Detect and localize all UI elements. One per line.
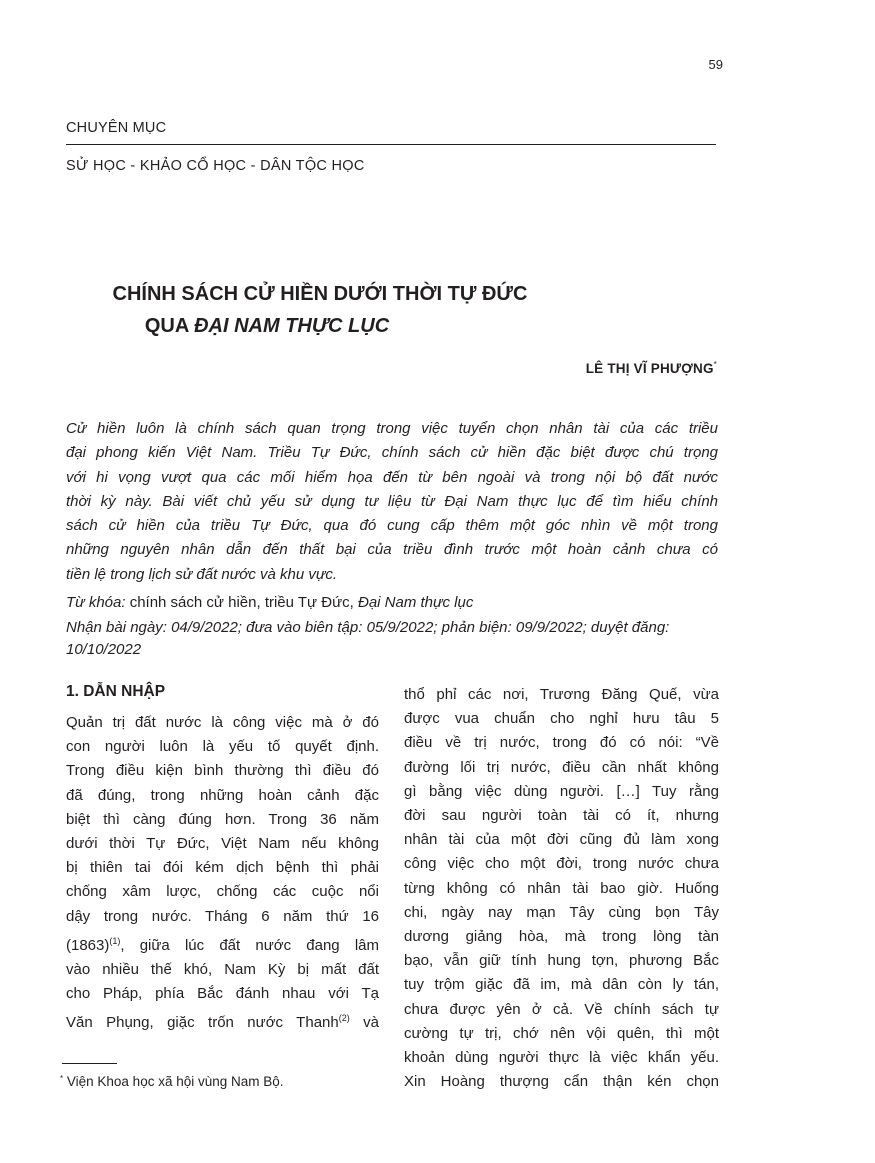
abstract-line: Cử hiền luôn là chính sách quan trọng trong việc tuyển chọn nhân tài của các triều (66, 420, 718, 437)
body-line: Xin Hoàng thượng cẩn thận kén chọn (404, 1073, 719, 1091)
footnote (60, 1074, 284, 1089)
body-line: chi, ngày nay mạn Tây cùng bọn Tây (404, 903, 719, 921)
keywords-label: Từ khóa: (66, 594, 126, 611)
footnote-ref-2[interactable]: (2) (338, 1013, 350, 1024)
abstract-line: những nguyên nhân dẫn đến thất bại của triều đình trước một hoàn cảnh chưa có (66, 541, 718, 559)
body-line: biệt thì càng đúng hơn. Trong 36 năm (66, 810, 379, 828)
keywords-text: chính sách cử hiền, triều Tự Đức, (125, 594, 358, 611)
body-line: thổ phỉ các nơi, Trương Đăng Quế, vừa (404, 686, 719, 703)
body-line: chưa được yên ở cả. Về chính sách tự (404, 1000, 719, 1018)
body-line: dậy trong nước. Tháng 6 năm thứ 16 (66, 907, 379, 925)
body-line: cường tự trị, chớ nên vội quên, thì một (404, 1024, 719, 1042)
title-line-2 (66, 310, 716, 342)
body-right-column (404, 683, 719, 1094)
abstract-line: thời kỳ này. Bài viết chủ yếu sử dụng tư liệu từ Đại Nam thực lục để tìm hiểu chính (66, 492, 718, 510)
title-prefix: QUA (144, 315, 195, 337)
abstract-line: đại phong kiến Việt Nam. Triều Tự Đức, chính sách cử hiền đặc biệt được chú trọng (66, 444, 718, 462)
body-line: tuy trộm giặc đã im, mà dân còn ly tán, (404, 976, 719, 994)
article-title (66, 278, 716, 342)
body-line: chống xâm lược, chống các cuộc nổi (66, 883, 379, 901)
body-line: cho Pháp, phía Bắc đánh nhau với Tạ (66, 985, 379, 1003)
body-line: đời sau người toàn tài có ít, nhưng (404, 807, 719, 825)
title-line-1: CHÍNH SÁCH CỬ HIỀN DƯỚI THỜI TỰ ĐỨC (112, 283, 528, 305)
abstract (66, 417, 718, 587)
body-line: dương giảng hòa, mà trong lòng tàn (404, 928, 719, 946)
body-line: khoản dùng người thực là việc khẩn yếu. (404, 1049, 719, 1067)
body-line: bạo, vẫn giữ tính hung tợn, phương Bắc (404, 952, 719, 970)
footnote-divider (62, 1063, 117, 1064)
section-divider (66, 144, 716, 145)
author-footnote-mark: * (713, 360, 717, 369)
body-line: bị thiên tai đói kém dịch bệnh thì phải (66, 859, 379, 877)
body-line: Quản trị đất nước là công việc mà ở đó (66, 714, 379, 731)
page-number: 59 (708, 57, 723, 72)
body-line: được vua chuẩn cho nghỉ hưu tâu 5 (404, 710, 719, 728)
body-line: từng không có nhân tài bao giờ. Huống (404, 879, 719, 897)
section-subject: SỬ HỌC - KHẢO CỔ HỌC - DÂN TỘC HỌC (66, 158, 365, 174)
body-line: con người luôn là yếu tố quyết định. (66, 738, 379, 756)
footnote-ref-1[interactable]: (1) (109, 935, 121, 946)
title-italic: ĐẠI NAM THỰC LỤC (194, 315, 390, 337)
body-line: dưới thời Tự Đức, Việt Nam nếu không (66, 835, 379, 853)
body-text: , giữa lúc đất nước đang lâm (120, 936, 379, 954)
section-label: CHUYÊN MỤC (66, 120, 167, 136)
body-text: Văn Phụng, giặc trốn nước Thanh (66, 1014, 339, 1032)
section-heading: 1. DẪN NHẬP (66, 683, 166, 700)
body-text: và (349, 1014, 379, 1032)
submission-dates: Nhận bài ngày: 04/9/2022; đưa vào biên tập: 05/9/2022; phản biện: 09/9/2022; duyệt đăng: 10/10/2022 (66, 619, 670, 659)
body-line: vào nhiều thế khó, Nam Kỳ bị mất đất (66, 961, 379, 979)
author-name: LÊ THỊ VĨ PHƯỢNG (585, 361, 714, 376)
body-line (66, 1006, 379, 1035)
body-line: gì bằng việc dùng người. […] Tuy rằng (404, 782, 719, 800)
body-line: nhân tài của một đời cũng đủ làm xong (404, 831, 719, 849)
body-text: (1863) (66, 936, 110, 954)
abstract-line: tiền lệ trong lịch sử đất nước và khu vực. (66, 565, 338, 583)
abstract-line: với hi vọng vượt qua các mối hiểm họa đến từ bên ngoài và trong nội bộ đất nước (66, 468, 718, 486)
body-line: công việc cho một đời, trong nước chưa (404, 855, 719, 873)
body-line: đã đúng, trong những hoàn cảnh đặc (66, 786, 379, 804)
body-line (66, 929, 379, 958)
keywords (66, 592, 720, 614)
body-line: đường lối trị nước, điều cần nhất không (404, 758, 719, 776)
keywords-italic: Đại Nam thực lục (357, 594, 474, 611)
body-line: Trong điều kiện bình thường thì điều đó (66, 762, 379, 780)
footnote-mark: * (60, 1074, 64, 1083)
author (586, 360, 717, 376)
footnote-text: Viện Khoa học xã hội vùng Nam Bộ. (63, 1074, 284, 1089)
body-line: điều về trị nước, trong đó có nói: “Về (404, 734, 719, 752)
abstract-line: sách cử hiền của triều Tự Đức, qua đó cung cấp thêm một góc nhìn về một trong (66, 517, 718, 535)
body-left-column (66, 711, 379, 1036)
